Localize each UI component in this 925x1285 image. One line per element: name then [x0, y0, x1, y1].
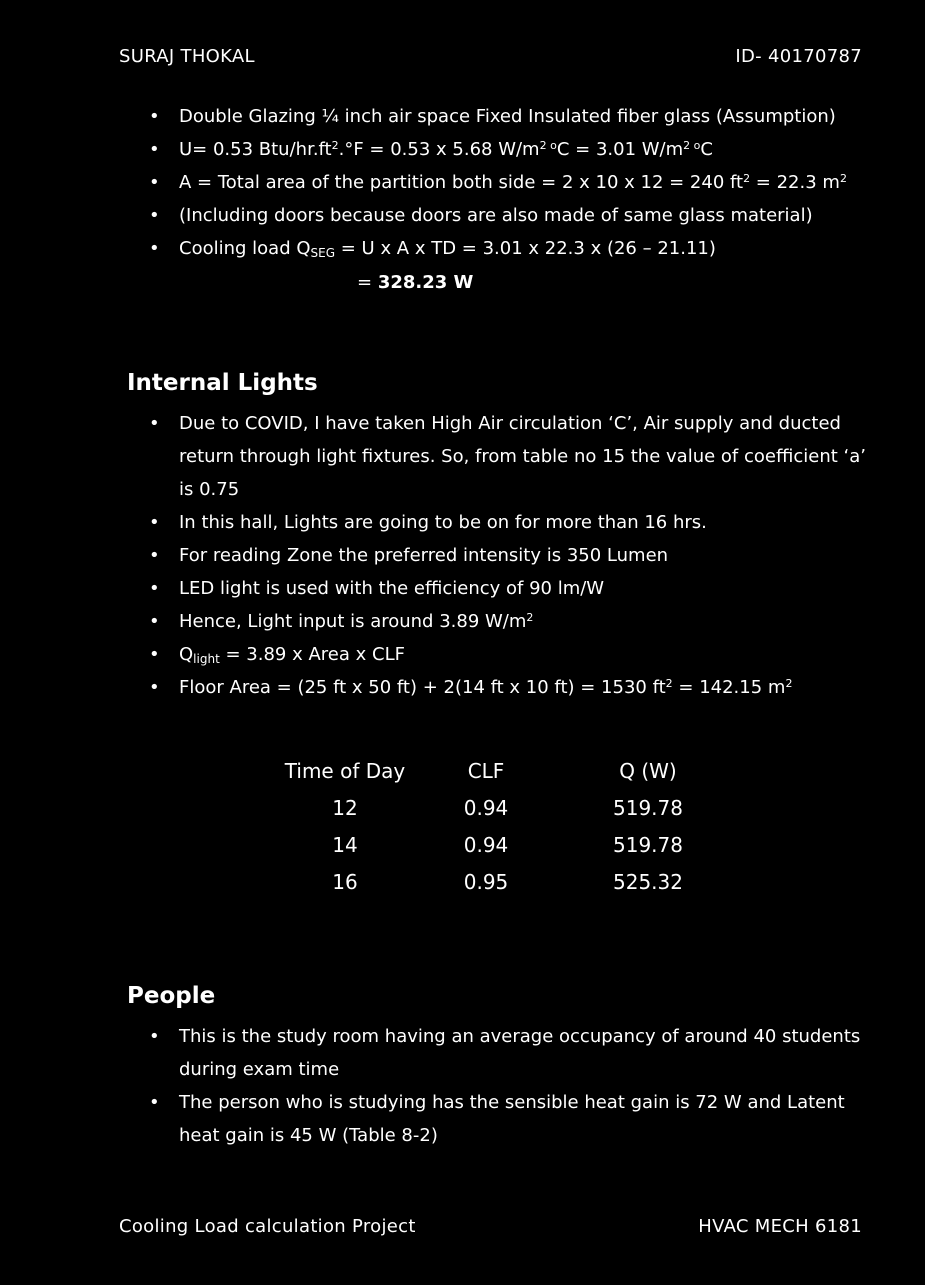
list-item: [149, 506, 879, 539]
column-header-q: Q (W): [619, 758, 677, 783]
glazing-description: Double Glazing ¼ inch air space Fixed Insulated fiber glass (Assumption): [179, 106, 836, 127]
hours-text: In this hall, Lights are going to be on for more than 16 hrs.: [179, 512, 707, 533]
project-title: Cooling Load calculation Project: [119, 1216, 416, 1237]
area-text: = 22.3 m: [750, 172, 840, 193]
table-cell: 14: [332, 832, 358, 857]
intensity-text: For reading Zone the preferred intensity is 350 Lumen: [179, 545, 669, 566]
student-id: ID- 40170787: [735, 46, 862, 67]
list-item: [149, 232, 879, 265]
cooling-load-result: [357, 266, 473, 299]
led-text: LED light is used with the efficiency of 90 lm/W: [179, 578, 605, 599]
column-header-time: Time of Day: [284, 758, 406, 783]
list-item: [149, 572, 879, 605]
result-value: 328.23 W: [377, 272, 474, 293]
table-cell: 525.32: [613, 869, 683, 894]
table-cell: 519.78: [613, 795, 683, 820]
table-cell: 0.95: [463, 869, 509, 894]
list-item: [149, 539, 879, 572]
list-item: [149, 1020, 879, 1086]
list-item: [149, 407, 879, 506]
list-item: [149, 166, 879, 199]
cooling-load-text: = U x A x TD = 3.01 x 22.3 x (26 – 21.11): [335, 238, 716, 259]
internal-lights-list: [149, 407, 879, 704]
list-item: [149, 638, 879, 671]
superscript: 2: [331, 139, 339, 152]
table-cell: 0.94: [463, 795, 509, 820]
section-heading-internal-lights: Internal Lights: [127, 370, 318, 396]
superscript: 2: [743, 172, 751, 185]
clf-table: [262, 752, 752, 900]
u-value-text: .°F = 0.53 x 5.68 W/m: [338, 139, 540, 160]
superscript: 2: [839, 172, 847, 185]
people-list: [149, 1020, 879, 1152]
u-value-text: C = 3.01 W/m: [556, 139, 684, 160]
heat-gain-text: The person who is studying has the sensible heat gain is 72 W and Latent heat gain is 45 W (Table 8-2): [179, 1092, 845, 1146]
subscript: light: [193, 652, 220, 666]
u-value-text: C: [700, 139, 713, 160]
q-light-text: = 3.89 x Area x CLF: [219, 644, 405, 665]
list-item: [149, 671, 879, 704]
subscript: SEG: [310, 246, 336, 260]
superscript: 2: [526, 611, 534, 624]
author-name: SURAJ THOKAL: [119, 46, 255, 67]
list-item: [149, 133, 879, 166]
list-item: [149, 199, 879, 232]
table-header-row: [262, 752, 752, 789]
occupancy-text: This is the study room having an average occupancy of around 40 students during exam time: [179, 1026, 861, 1080]
covid-text: Due to COVID, I have taken High Air circulation ‘C’, Air supply and ducted return through light fixtures. So, from table no 15 the value of coefficient ‘a’ is 0.75: [179, 413, 866, 500]
light-input-text: Hence, Light input is around 3.89 W/m: [179, 611, 527, 632]
superscript: 2 o: [683, 139, 701, 152]
q-light-text: Q: [179, 644, 194, 665]
list-item: [149, 100, 879, 133]
superscript: 2: [665, 677, 673, 690]
glazing-list: [149, 100, 879, 265]
table-row: [262, 826, 752, 863]
table-cell: 519.78: [613, 832, 683, 857]
u-value-text: U= 0.53 Btu/hr.ft: [179, 139, 332, 160]
superscript: 2: [785, 677, 793, 690]
table-row: [262, 789, 752, 826]
table-cell: 16: [332, 869, 358, 894]
including-doors-text: (Including doors because doors are also made of same glass material): [179, 205, 813, 226]
list-item: [149, 605, 879, 638]
table-row: [262, 863, 752, 900]
floor-area-text: Floor Area = (25 ft x 50 ft) + 2(14 ft x 10 ft) = 1530 ft: [179, 677, 666, 698]
course-code: HVAC MECH 6181: [698, 1216, 862, 1237]
table-cell: 12: [332, 795, 358, 820]
list-item: [149, 1086, 879, 1152]
floor-area-text: = 142.15 m: [672, 677, 786, 698]
superscript: 2 o: [539, 139, 557, 152]
cooling-load-text: Cooling load Q: [179, 238, 311, 259]
section-heading-people: People: [127, 983, 216, 1009]
area-text: A = Total area of the partition both side = 2 x 10 x 12 = 240 ft: [179, 172, 744, 193]
table-cell: 0.94: [463, 832, 509, 857]
result-equals: =: [357, 272, 378, 293]
column-header-clf: CLF: [467, 758, 505, 783]
